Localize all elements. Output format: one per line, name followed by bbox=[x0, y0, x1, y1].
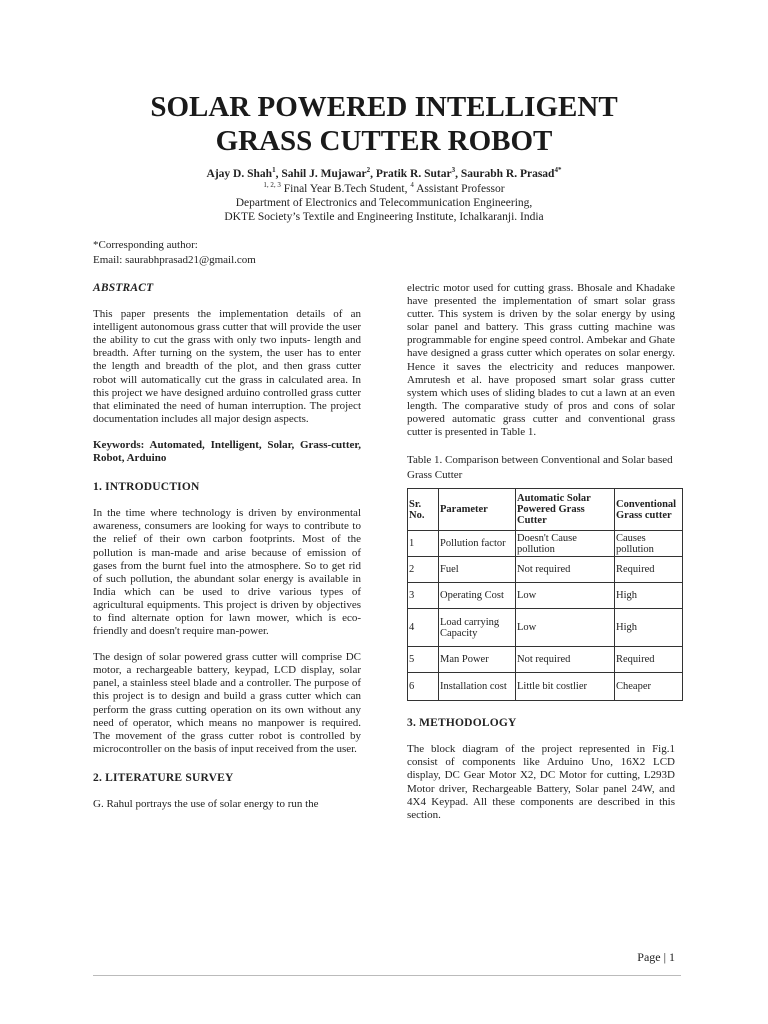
affil-sup-1: 1, 2, 3 bbox=[263, 181, 281, 190]
table-cell: High bbox=[615, 609, 683, 647]
table-cell: Required bbox=[615, 647, 683, 673]
literature-survey-continued: electric motor used for cutting grass. Bhosale and Khadake have presented the implementation of smart solar grass cutter. This system is driven by the solar energy by using solar panel and battery. This grass cutting machine was programmable for engine speed control. Ambekar and Ghate have designed a grass cutter which operates on solar energy. Hence it saves the electricity and reduces manpower. Amrutesh et al. have proposed smart solar grass cutter system which uses of sliding blades to cut a lawn at an even length. The comparative study of pros and cons of solar powered automatic grass cutter and conventional grass cutter is presented in Table 1. bbox=[407, 282, 675, 439]
author-3-sup: 3 bbox=[451, 166, 456, 175]
table-header-cell: Sr. No. bbox=[408, 489, 439, 531]
table-cell: High bbox=[615, 583, 683, 609]
affiliation-line-2: Department of Electronics and Telecommunication Engineering, bbox=[235, 197, 533, 209]
paper-title bbox=[0, 90, 768, 158]
keywords: Keywords: Automated, Intelligent, Solar, Grass-cutter, Robot, Arduino bbox=[93, 438, 361, 465]
table-cell: Installation cost bbox=[439, 673, 516, 701]
table-row bbox=[408, 647, 683, 673]
table-cell: 4 bbox=[408, 609, 439, 647]
methodology-paragraph: The block diagram of the project represented in Fig.1 consist of components like Arduino Uno, 16X2 LCD display, DC Gear Motor X2, DC Motor for cutting, L293D Motor driver, Rechargeable Battery, Solar panel 24W, and 4X4 Keypad. All these components are described in this section. bbox=[407, 743, 675, 821]
table-cell: Fuel bbox=[439, 557, 516, 583]
abstract-text: This paper presents the implementation details of an intelligent autonomous grass cutter that will provide the user the ability to cut the grass with only two inputs- length and breadth. After turning on the system, the user has to enter the length and breadth of the plot, and then grass cutter robot will automatically cut the grass in calculated area. In this project we have designed arduino controlled grass cutter that eliminated the need of human interruption. The project documentation includes all major design aspects. bbox=[93, 308, 361, 425]
author-1: Ajay D. Shah bbox=[206, 168, 273, 180]
affiliation-line-3: DKTE Society’s Textile and Engineering Institute, Ichalkaranji. India bbox=[224, 211, 544, 223]
comparison-table bbox=[407, 488, 683, 701]
table-row bbox=[408, 609, 683, 647]
table-header-cell: Automatic Solar Powered Grass Cutter bbox=[516, 489, 615, 531]
author-2-sup: 2 bbox=[366, 166, 371, 175]
table-cell: Man Power bbox=[439, 647, 516, 673]
table-row bbox=[408, 557, 683, 583]
title-line-1: SOLAR POWERED INTELLIGENT bbox=[150, 91, 618, 123]
table-cell: Low bbox=[516, 583, 615, 609]
abstract-heading: ABSTRACT bbox=[93, 282, 154, 294]
literature-survey-heading: 2. LITERATURE SURVEY bbox=[93, 771, 234, 784]
title-line-2: GRASS CUTTER ROBOT bbox=[215, 125, 553, 157]
author-3: , Pratik R. Sutar bbox=[370, 168, 452, 180]
corresponding-author bbox=[93, 238, 256, 268]
introduction-paragraph-1: In the time where technology is driven by environmental awareness, consumers are looking for ways to contribute to the relief of their own carbon footprints. Most of the pollution is man-made and arise because of emission of gases from the burnt fuel into the atmosphere. So to get rid of such pollution, the abundant solar energy is available in India which can be used to drive various types of agricultural equipments. This project is driven by objectives to find alternate option for lawn mower, which is eco-friendly and doesn't require man-power. bbox=[93, 507, 361, 638]
table-cell: Doesn't Cause pollution bbox=[516, 531, 615, 557]
page-number: Page | 1 bbox=[637, 950, 675, 964]
table-caption: Table 1. Comparison between Conventional and Solar based Grass Cutter bbox=[407, 454, 673, 482]
table-cell: 6 bbox=[408, 673, 439, 701]
affil-sup-2: 4 bbox=[410, 181, 414, 190]
methodology-heading: 3. METHODOLOGY bbox=[407, 717, 517, 730]
table-cell: Pollution factor bbox=[439, 531, 516, 557]
affiliation-block bbox=[0, 182, 768, 224]
introduction-paragraph-2: The design of solar powered grass cutter will comprise DC motor, a rechargeable battery, keypad, LCD display, solar panel, a stainless steel blade and a controller. The purpose of this project is to design and build a grass cutter which can perform the grass cutting operation on its own without any need of operator, which means no manpower is required. The movement of the grass cutter robot is controlled by microcontroller on the basis of input received from the user. bbox=[93, 651, 361, 755]
table-cell: Low bbox=[516, 609, 615, 647]
table-header-cell: Conventional Grass cutter bbox=[615, 489, 683, 531]
table-header-cell: Parameter bbox=[439, 489, 516, 531]
table-cell: 2 bbox=[408, 557, 439, 583]
table-cell: Not required bbox=[516, 557, 615, 583]
table-cell: 3 bbox=[408, 583, 439, 609]
corresponding-label: *Corresponding author: bbox=[93, 239, 198, 251]
table-cell: Causes pollution bbox=[615, 531, 683, 557]
table-cell: Cheaper bbox=[615, 673, 683, 701]
affil-role-2: Assistant Professor bbox=[413, 183, 505, 195]
footer-rule bbox=[93, 975, 681, 976]
affil-role-1: Final Year B.Tech Student, bbox=[280, 183, 411, 195]
table-row bbox=[408, 531, 683, 557]
author-2: , Sahil J. Mujawar bbox=[275, 168, 367, 180]
affiliation-line-1 bbox=[0, 182, 768, 196]
table-header-row bbox=[408, 489, 683, 531]
table-row bbox=[408, 673, 683, 701]
right-column bbox=[407, 282, 675, 835]
literature-survey-paragraph: G. Rahul portrays the use of solar energy to run the bbox=[93, 798, 319, 810]
table-cell: Not required bbox=[516, 647, 615, 673]
table-cell: 5 bbox=[408, 647, 439, 673]
table-cell: 1 bbox=[408, 531, 439, 557]
author-list bbox=[0, 167, 768, 181]
corresponding-email: Email: saurabhprasad21@gmail.com bbox=[93, 254, 256, 266]
author-4-sup: 4* bbox=[554, 166, 562, 175]
author-1-sup: 1 bbox=[272, 166, 276, 175]
table-cell: Operating Cost bbox=[439, 583, 516, 609]
introduction-heading: 1. INTRODUCTION bbox=[93, 481, 200, 494]
left-column bbox=[93, 282, 361, 824]
table-cell: Load carrying Capacity bbox=[439, 609, 516, 647]
table-row bbox=[408, 583, 683, 609]
author-4: , Saurabh R. Prasad bbox=[455, 168, 555, 180]
table-cell: Required bbox=[615, 557, 683, 583]
table-cell: Little bit costlier bbox=[516, 673, 615, 701]
